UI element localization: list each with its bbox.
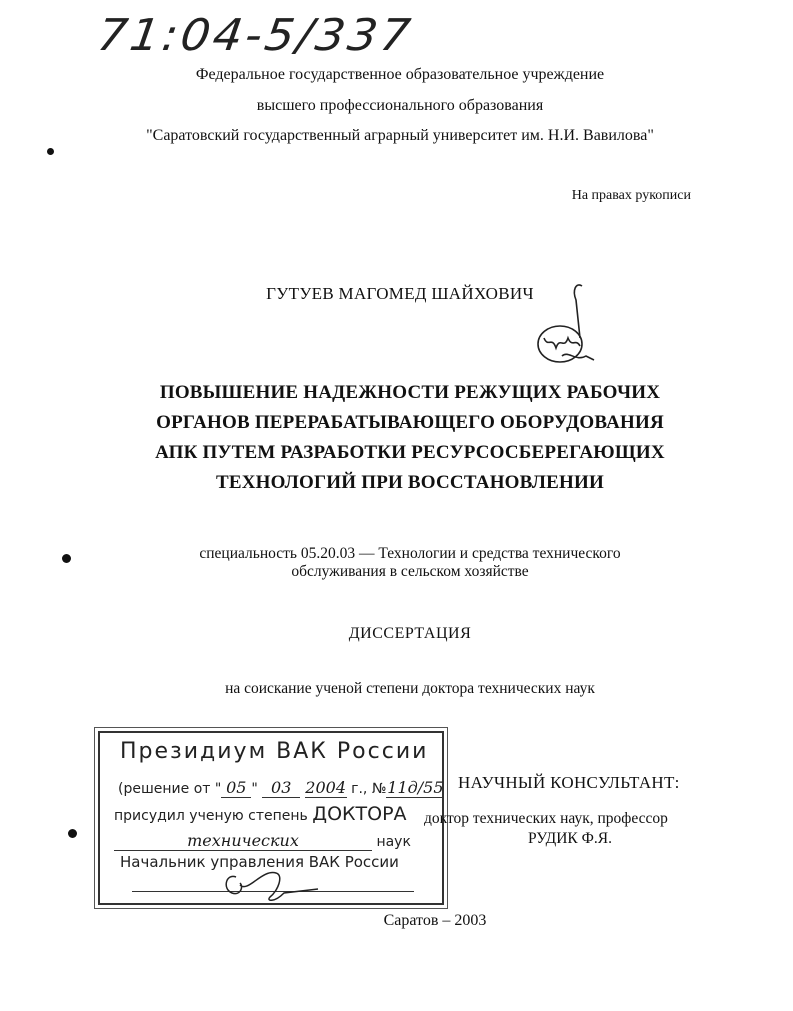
- document-type: ДИССЕРТАЦИЯ: [348, 625, 472, 642]
- stamp-awarded-line: [114, 803, 407, 825]
- decision-month: 03: [262, 778, 300, 798]
- consultant-heading: НАУЧНЫЙ КОНСУЛЬТАНТ:: [458, 773, 680, 792]
- institution-line-2: высшего профессионального образования: [256, 97, 544, 114]
- author-signature: [532, 278, 602, 373]
- degree-word: ДОКТОРА: [312, 803, 407, 825]
- stamp-decision-line: (решение от " 05 " 03 2004 г., №11д/55: [118, 778, 444, 797]
- field-suffix: наук: [376, 834, 411, 850]
- decision-number: 11д/55: [387, 778, 444, 797]
- margin-dot: [62, 554, 71, 563]
- consultant-name: РУДИК Ф.Я.: [528, 830, 612, 847]
- institution-line-1: Федеральное государственное образовательное учреждение: [195, 66, 605, 83]
- vak-stamp: [98, 731, 444, 905]
- stamp-field-line: [114, 831, 411, 851]
- number-prefix: г., №: [351, 781, 387, 797]
- stamp-head-line: Начальник управления ВАК России: [120, 853, 399, 871]
- consultant-degree: доктор технических наук, профессор: [424, 810, 668, 827]
- title-line-4: ТЕХНОЛОГИЙ ПРИ ВОССТАНОВЛЕНИИ: [216, 472, 604, 493]
- decision-prefix: (решение от ": [118, 781, 222, 797]
- specialty-line-1: специальность 05.20.03 — Технологии и средства технического: [199, 545, 621, 562]
- stamp-title: Президиум ВАК России: [120, 739, 429, 764]
- degree-line: на соискание ученой степени доктора технических наук: [225, 680, 595, 697]
- decision-year: 2004: [305, 778, 347, 797]
- margin-dot: [47, 148, 54, 155]
- stamp-signature: [218, 863, 328, 907]
- awarded-text: присудил ученую степень: [114, 808, 308, 824]
- specialty-line-2: обслуживания в сельском хозяйстве: [291, 563, 529, 580]
- field-handwritten: технических: [114, 831, 372, 851]
- title-line-2: ОРГАНОВ ПЕРЕРАБАТЫВАЮЩЕГО ОБОРУДОВАНИЯ: [156, 412, 664, 433]
- title-line-1: ПОВЫШЕНИЕ НАДЕЖНОСТИ РЕЖУЩИХ РАБОЧИХ: [159, 382, 661, 403]
- margin-dot: [68, 829, 77, 838]
- title-line-3: АПК ПУТЕМ РАЗРАБОТКИ РЕСУРСОСБЕРЕГАЮЩИХ: [155, 442, 665, 463]
- specialty: [160, 545, 660, 581]
- manuscript-rights: На правах рукописи: [571, 188, 691, 203]
- archive-number: 71:04-5/337: [94, 9, 417, 61]
- city-year: Саратов – 2003: [383, 912, 487, 929]
- dissertation-title: [120, 378, 700, 498]
- decision-day: 05: [221, 778, 251, 798]
- author-name: ГУТУЕВ МАГОМЕД ШАЙХОВИЧ: [266, 284, 534, 303]
- institution-line-3: "Саратовский государственный аграрный университет им. Н.И. Вавилова": [146, 127, 654, 144]
